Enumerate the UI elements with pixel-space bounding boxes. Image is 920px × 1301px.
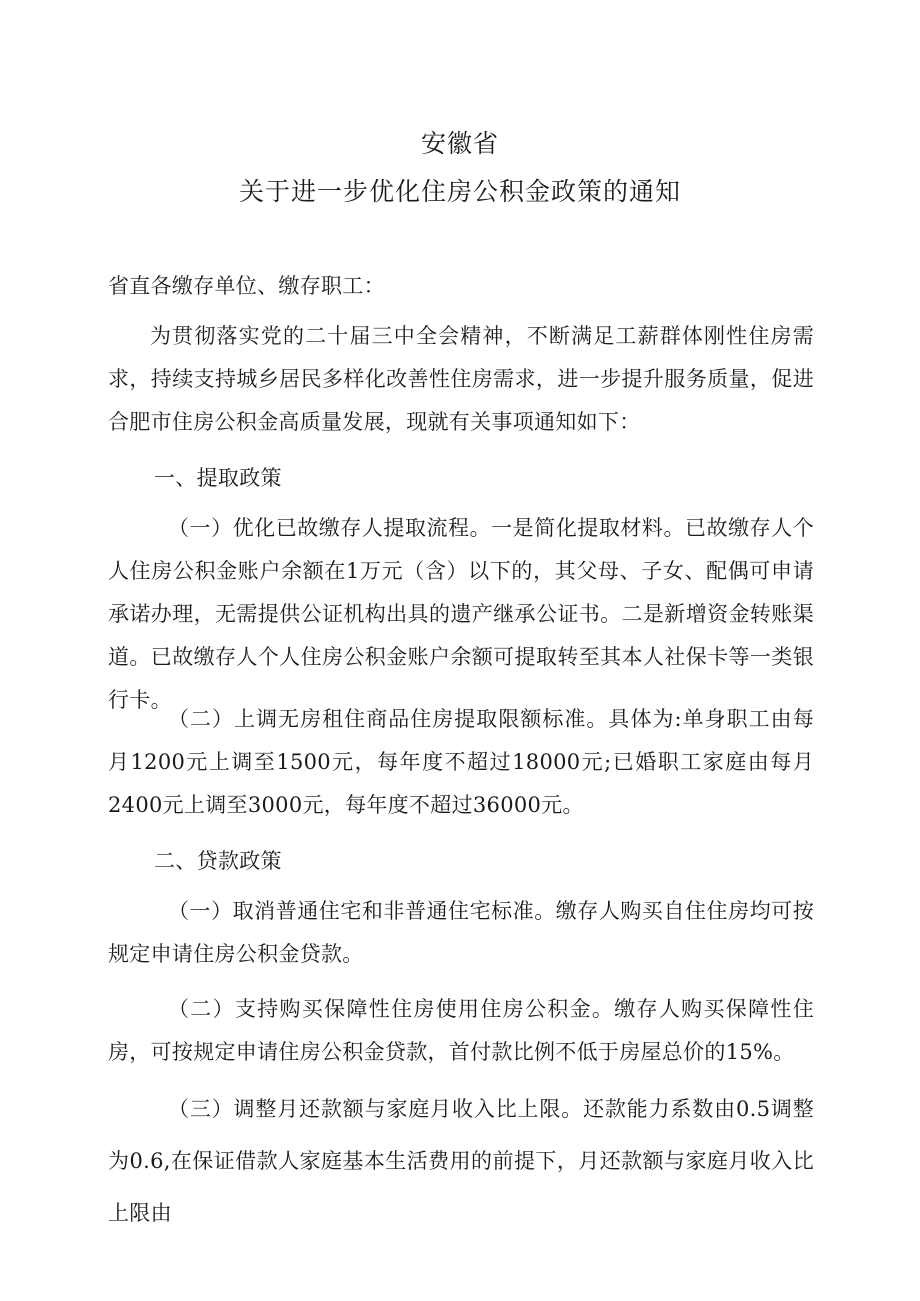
intro-paragraph: 为贯彻落实党的二十届三中全会精神，不断满足工薪群体刚性住房需求，持续支持城乡居民多样化改善性住房需求，进一步提升服务质量，促进合肥市住房公积金高质量发展，现就有关事项通知如下： xyxy=(108,324,814,434)
section-heading-loan: 二、贷款政策 xyxy=(154,849,282,873)
document-title-province: 安徽省 xyxy=(420,129,499,158)
withdrawal-item-2: （二）上调无房租住商品住房提取限额标准。具体为:单身职工由每月1200元上调至1500元，每年度不超过18000元;已婚职工家庭由每月2400元上调至3000元，每年度不超过36000元。 xyxy=(108,707,814,817)
loan-item-2: （二）支持购买保障性住房使用住房公积金。缴存人购买保障性住房，可按规定申请住房公积金贷款，首付款比例不低于房屋总价的15%。 xyxy=(108,997,814,1064)
addressee-line: 省直各缴存单位、缴存职工： xyxy=(108,274,385,298)
document-title-main: 关于进一步优化住房公积金政策的通知 xyxy=(238,177,681,206)
loan-item-1: （一）取消普通住宅和非普通住宅标准。缴存人购买自住住房均可按规定申请住房公积金贷款。 xyxy=(108,899,814,966)
loan-item-3: （三）调整月还款额与家庭月收入比上限。还款能力系数由0.5调整为0.6,在保证借款人家庭基本生活费用的前提下，月还款额与家庭月收入比上限由 xyxy=(108,1097,814,1225)
section-heading-withdrawal: 一、提取政策 xyxy=(154,466,282,490)
withdrawal-item-1: （一）优化已故缴存人提取流程。一是简化提取材料。已故缴存人个人住房公积金账户余额在1万元（含）以下的，其父母、子女、配偶可申请承诺办理，无需提供公证机构出具的遗产继承公证书。二是新增资金转账渠道。已故缴存人个人住房公积金账户余额可提取转至其本人社保卡等一类银行卡。 xyxy=(108,516,814,712)
